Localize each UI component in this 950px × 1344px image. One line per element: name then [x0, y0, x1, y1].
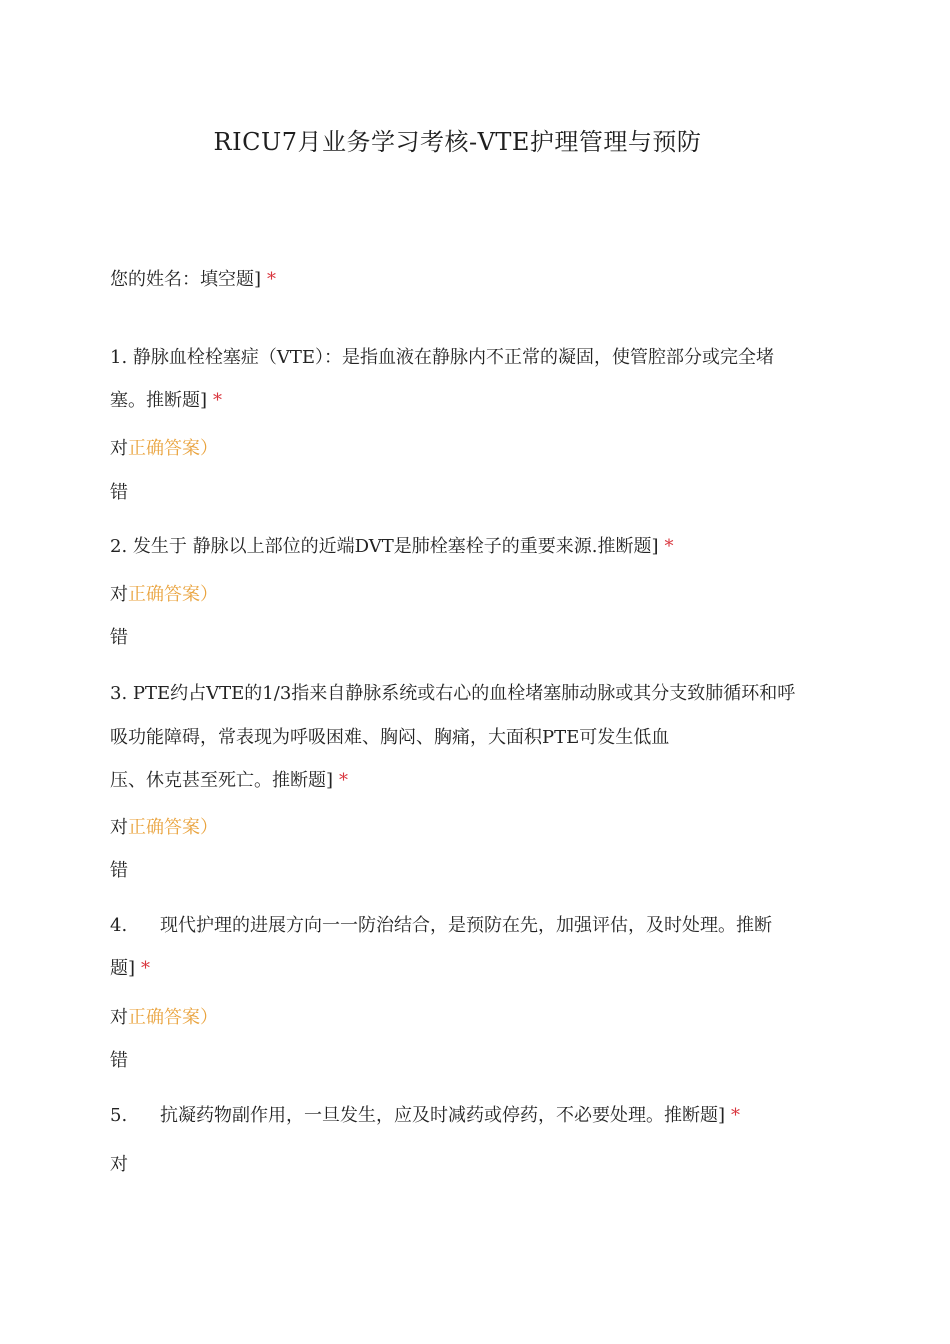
question-2-option-false[interactable]: 错 [110, 627, 128, 648]
correct-answer-marker: 正确答案） [128, 817, 218, 838]
question-3-line-1: 3. PTE约占VTE的1/3指来自静脉系统或右心的血栓堵塞肺动脉或其分支致肺循环和呼 [110, 683, 796, 704]
question-4-line-2: 题] * [110, 958, 151, 979]
required-mark: * [267, 269, 277, 290]
question-3-option-true[interactable]: 对正确答案） [110, 817, 218, 838]
correct-answer-marker: 正确答案） [128, 1007, 218, 1028]
page-title: RICU7月业务学习考核-VTE护理管理与预防 [213, 128, 702, 156]
required-mark: * [213, 390, 223, 411]
question-number: 5. [110, 1105, 128, 1126]
question-2-option-true[interactable]: 对正确答案） [110, 584, 218, 605]
question-4-option-false[interactable]: 错 [110, 1050, 128, 1071]
required-mark: * [141, 958, 151, 979]
question-3-line-3: 压、休克甚至死亡。推断题] * [110, 770, 349, 791]
question-5-option-true[interactable]: 对 [110, 1154, 128, 1175]
name-field-label: 您的姓名：填空题] * [110, 269, 277, 290]
required-mark: * [339, 770, 349, 791]
required-mark: * [731, 1105, 741, 1126]
question-1-line-1: 1. 静脉血栓栓塞症（VTE）：是指血液在静脉内不正常的凝固，使管腔部分或完全堵 [110, 347, 775, 368]
correct-answer-marker: 正确答案） [128, 438, 218, 459]
question-2-line-1: 2. 发生于 静脉以上部位的近端DVT是肺栓塞栓子的重要来源.推断题] * [110, 536, 674, 557]
correct-answer-marker: 正确答案） [128, 584, 218, 605]
question-number: 4. [110, 915, 128, 936]
question-4-line-1: 4. 现代护理的进展方向一一防治结合，是预防在先，加强评估，及时处理。推断 [110, 915, 772, 936]
question-3-line-2: 吸功能障碍，常表现为呼吸困难、胸闷、胸痛，大面积PTE可发生低血 [110, 727, 670, 748]
question-4-option-true[interactable]: 对正确答案） [110, 1007, 218, 1028]
question-3-option-false[interactable]: 错 [110, 860, 128, 881]
question-1-line-2: 塞。推断题] * [110, 390, 223, 411]
question-5-line-1: 5. 抗凝药物副作用，一旦发生，应及时减药或停药，不必要处理。推断题] * [110, 1105, 741, 1126]
required-mark: * [664, 536, 674, 557]
question-1-option-false[interactable]: 错 [110, 482, 128, 503]
question-1-option-true[interactable]: 对正确答案） [110, 438, 218, 459]
